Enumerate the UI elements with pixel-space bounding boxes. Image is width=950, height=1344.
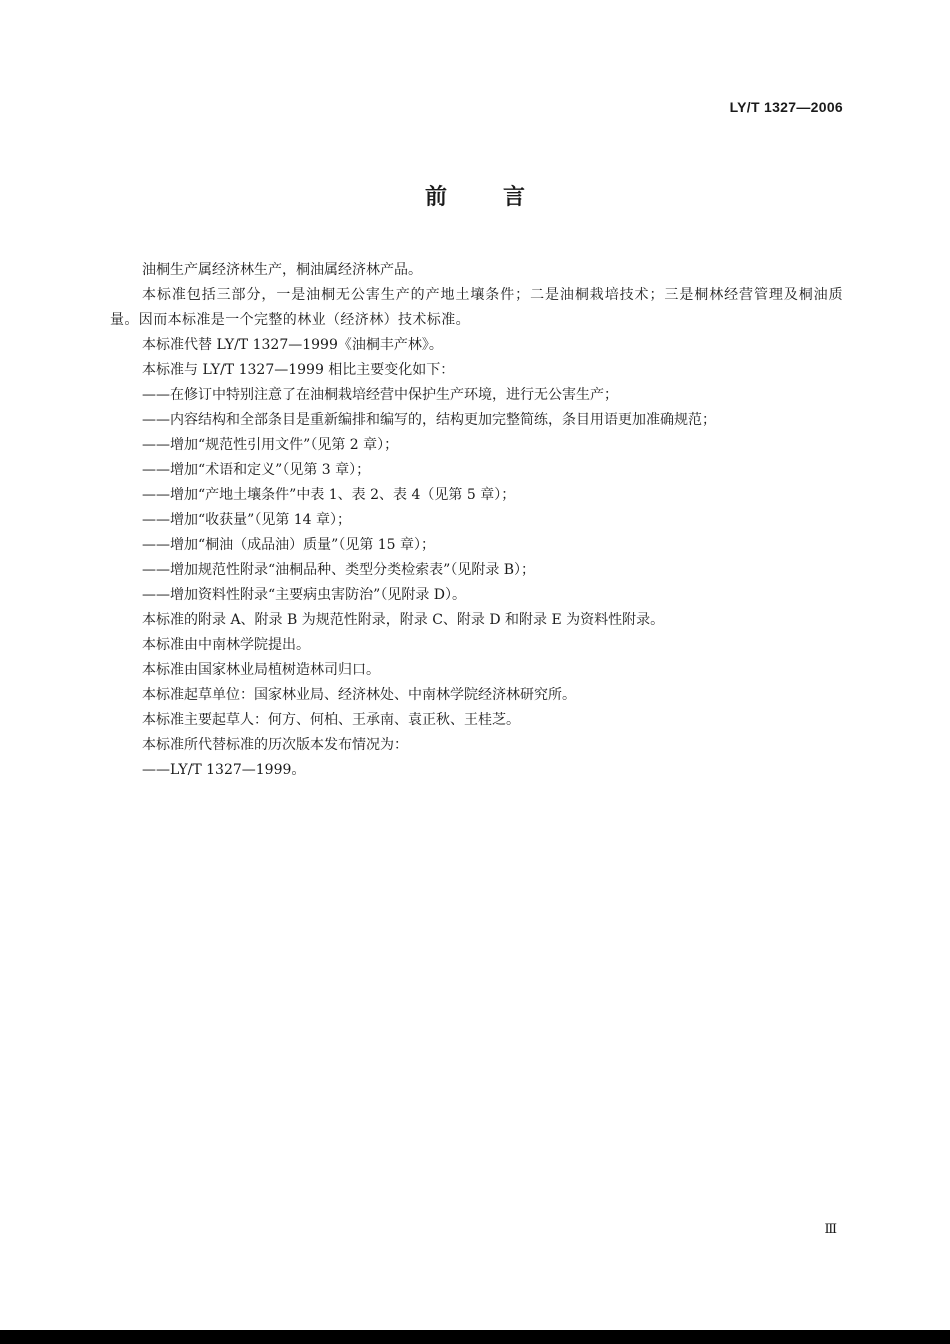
paragraph: 本标准由国家林业局植树造林司归口。 <box>142 662 380 678</box>
list-item: ——增加“产地土壤条件”中表 1、表 2、表 4（见第 5 章）； <box>142 487 516 503</box>
title-char-1: 前 <box>424 185 447 210</box>
page-title <box>0 180 950 211</box>
list-item: ——LY/T 1327—1999。 <box>142 762 306 778</box>
paragraph: 本标准起草单位：国家林业局、经济林处、中南林学院经济林研究所。 <box>142 687 576 703</box>
title-char-2: 言 <box>503 185 526 210</box>
paragraph: 本标准所代替标准的历次版本发布情况为： <box>142 737 408 753</box>
list-item: ——增加“桐油（成品油）质量”（见第 15 章）； <box>142 537 436 553</box>
paragraph: 本标准包括三部分，一是油桐无公害生产的产地土壤条件；二是油桐栽培技术；三是桐林经营管理及桐油质量。因而本标准是一个完整的林业（经济林）技术标准。 <box>110 287 843 328</box>
paragraph: 本标准与 LY/T 1327—1999 相比主要变化如下： <box>142 362 455 378</box>
bottom-border <box>0 1330 950 1344</box>
paragraph: 油桐生产属经济林生产，桐油属经济林产品。 <box>142 262 422 278</box>
list-item: ——内容结构和全部条目是重新编排和编写的，结构更加完整简练，条目用语更加准确规范； <box>142 412 716 428</box>
list-item: ——增加“收获量”（见第 14 章）； <box>142 512 352 528</box>
page-number: Ⅲ <box>824 1222 836 1237</box>
list-item: ——增加“术语和定义”（见第 3 章）； <box>142 462 371 478</box>
standard-code: LY/T 1327—2006 <box>729 99 843 115</box>
paragraph: 本标准的附录 A、附录 B 为规范性附录，附录 C、附录 D 和附录 E 为资料性附录。 <box>142 612 665 628</box>
list-item: ——增加规范性附录“油桐品种、类型分类检索表”（见附录 B）； <box>142 562 536 578</box>
list-item: ——增加“规范性引用文件”（见第 2 章）； <box>142 437 399 453</box>
paragraph: 本标准代替 LY/T 1327—1999《油桐丰产林》。 <box>142 337 443 353</box>
list-item: ——在修订中特别注意了在油桐栽培经营中保护生产环境，进行无公害生产； <box>142 387 618 403</box>
paragraph: 本标准由中南林学院提出。 <box>142 637 310 653</box>
paragraph: 本标准主要起草人：何方、何柏、王承南、袁正秋、王桂芝。 <box>142 712 520 728</box>
foreword-body <box>110 258 843 783</box>
list-item: ——增加资料性附录“主要病虫害防治”（见附录 D）。 <box>142 587 466 603</box>
